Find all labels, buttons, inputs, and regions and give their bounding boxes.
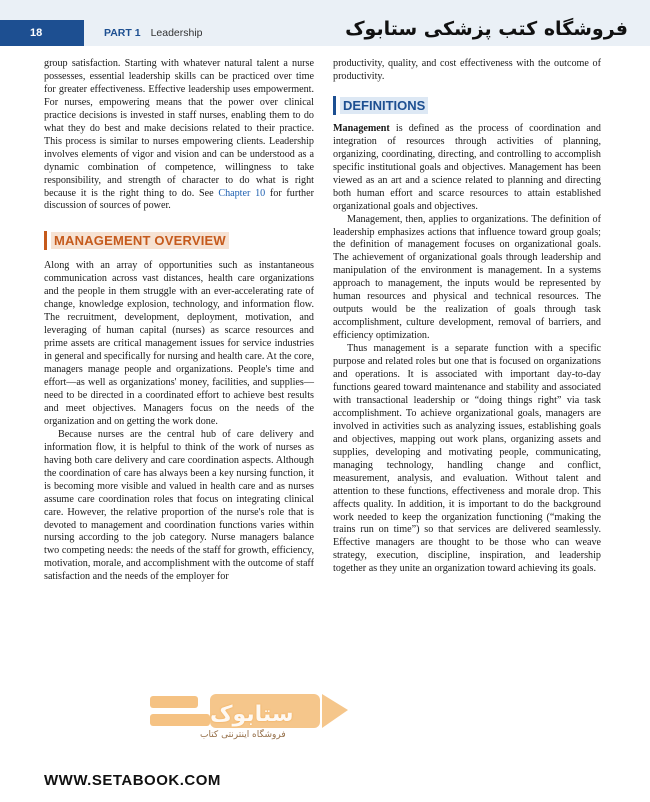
right-column [333,58,601,576]
watermark-logo-text: ستابوک [210,702,294,727]
left-paragraph-3: Because nurses are the central hub of care delivery and information flow, it is helpful to think of the work of nurses as having both care delivery and care coordination aspects. Although the coordination of care has always been a key nursing function, it is becoming more visible and valued in health care and as nurses assume care coordination roles that focus on integrating clinical care. However, the relative proportion of the nurse's role that is devoted to management and coordination functions varies within nursing according to the job category. Nurse managers balance two competing needs: the needs of the staff for growth, efficiency, motivation, morale, and accomplishment with the outcome of staff satisfaction and the needs of the employer for [44,428,314,583]
left-column [44,58,314,584]
page-number: 18 [0,20,84,46]
part-label [104,27,203,39]
right-paragraph-3: Thus management is a separate function with a specific purpose and related roles but one that is focused on organizations and operations. It is associated with important day-to-day functions geared toward maintenance and stability and associated with transactional leadership or “doing things right” via task accomplishment. To achieve organizational goals, managers are involved in activities such as analyzing issues, establishing goals and objectives, mapping out work plans, organizing assets and supplies, developing and motivating people, communicating, managing technology, handling change and conflict, measurement, analysis, and evaluation. Without talent and attention to these functions, effectiveness and morale drop. This affects quality. In addition, it is important to do the background work needed to keep the organization functioning (“making the trains run on time”) so that services are delivered seamlessly. Effective managers are thought to be those who can weave strategy, execution, discipline, inspiration, and leadership together as they unite an organization toward achieving its goals. [333,343,601,575]
definitions-heading [333,96,601,115]
right-paragraph-1 [333,123,601,214]
right-paragraph-2: Management, then, applies to organizations. The definition of leadership emphasizes actions that influence toward group goals; the definition of management focuses on organizational goals. The achievement of organizational goals through leadership and manipulation of the environment is management. In a systems approach to management, the inputs would be represented by human resources and physical and technical resources. The outputs would be the realization of goals through task accomplishment, culture development, removal of barriers, and efficiency optimization. [333,213,601,342]
chapter-link[interactable]: Chapter 10 [218,187,266,199]
definitions-heading-text: DEFINITIONS [340,97,428,114]
shop-title: فروشگاه کتب پزشکی ستابوک [345,18,628,40]
watermark-bar-2 [150,714,210,726]
part-title: Leadership [150,27,203,39]
part-number: PART 1 [104,27,141,39]
watermark-subtext: فروشگاه اینترنتی کتاب [200,730,286,740]
management-overview-heading-text: MANAGEMENT OVERVIEW [51,232,229,249]
watermark-chevron [322,694,348,728]
management-term: Management [333,122,390,134]
left-paragraph-1-end: for further discussion of sources of power. [44,187,314,212]
right-paragraph-1-text: is defined as the process of coordination and integration of resources through activities of planning, organizing, coordinating, directing, and controlling to accomplish specific institutional goals and objectives. Management has been viewed as an art and a science related to planning and directing both human effort and scarce resources to attain established organizational goals and objectives. [333,122,601,212]
watermark-bar-1 [150,696,198,708]
left-paragraph-1-text: group satisfaction. Starting with whatever natural talent a nurse possesses, essential leadership skills can be practiced over time for greater effectiveness. Effective leadership uses empowerment. For nurses, empowering means that the power over clinical practice decisions is invested in staff nurses, enabling them to do what they do best and make decisions related to their practice. This process is similar to nurses empowering clients. Leadership involves elements of vigor and vision and can be understood as a dynamic combination of competence, willingness to take responsibility, and strength of character to do what is right because it is the right thing to do. See [44,58,314,199]
left-paragraph-1 [44,58,314,213]
footer-website[interactable]: WWW.SETABOOK.COM [44,772,221,789]
management-overview-heading [44,231,314,250]
left-paragraph-2: Along with an array of opportunities such as instantaneous communication across vast distances, health care organizations and the people in them struggle with an ever-accelerating rate of change, knowledge explosion, technology, and information flow. The recruitment, development, deployment, motivation, and leveraging of human capital (nurses) as scarce resources and prime assets are critical management issues for service industries in general and specifically for nursing and health care. At the core, managers manage people and organizations. People's time and effort—as well as organizations' money, facilities, and supplies—need to be directed in a coordinated effort to achieve best results and meet objectives. Managers focus on the needs of the organization and on getting the work done. [44,260,314,427]
right-paragraph-0: productivity, quality, and cost effectiveness with the outcome of productivity. [333,58,601,82]
